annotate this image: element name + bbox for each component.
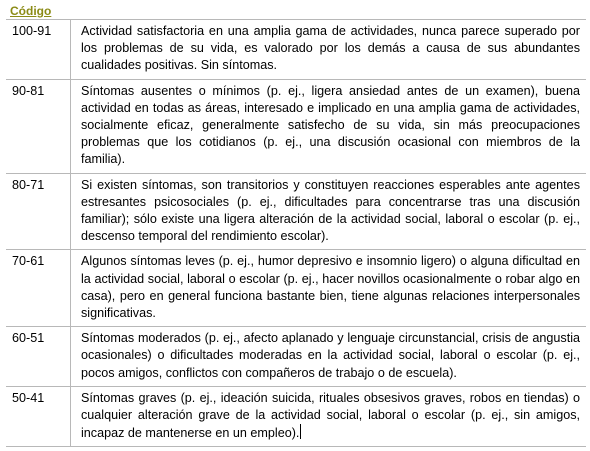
score-range: 100-91 xyxy=(6,20,71,80)
table-row xyxy=(6,327,586,387)
table-row xyxy=(6,386,586,447)
score-description: Algunos síntomas leves (p. ej., humor depresivo e insomnio ligero) o alguna dificultad en la actividad social, laboral o escolar (p. ej., hacer novillos ocasionalmente o robar algo en casa), pero en general funciona bastante bien, tiene algunas relaciones interpersonales significativas. xyxy=(71,250,587,327)
score-range: 50-41 xyxy=(6,386,71,447)
score-description: Síntomas moderados (p. ej., afecto aplanado y lenguaje circunstancial, crisis de angustia ocasionales) o dificultades moderadas en la actividad social, laboral o escolar (p. ej., pocos amigos, conflictos con compañeros de trabajo o de escuela). xyxy=(71,327,587,387)
table-row xyxy=(6,79,586,173)
text-cursor xyxy=(300,424,301,439)
score-description: Actividad satisfactoria en una amplia gama de actividades, nunca parece superado por los problemas de su vida, es valorado por los demás a causa de sus abundantes cualidades positivas. Sin síntomas. xyxy=(71,20,587,80)
score-range: 80-71 xyxy=(6,173,71,250)
table-row xyxy=(6,173,586,250)
score-range: 90-81 xyxy=(6,79,71,173)
score-range: 60-51 xyxy=(6,327,71,387)
score-description: Síntomas graves (p. ej., ideación suicida, rituales obsesivos graves, robos en tiendas) o cualquier alteración grave de la actividad social, laboral o escolar (p. ej., sin amigos, incapaz de mantenerse en un empleo). xyxy=(81,390,580,441)
column-header-code: Código xyxy=(10,4,52,18)
table-row xyxy=(6,20,586,80)
score-description: Si existen síntomas, son transitorios y constituyen reacciones esperables ante agentes estresantes psicosociales (p. ej., dificultades para concentrarse tras una discusión familiar); sólo existe una ligera alteración de la actividad social, laboral o escolar (p. ej., descenso temporal del rendimiento escolar). xyxy=(71,173,587,250)
table-row xyxy=(6,250,586,327)
score-range: 70-61 xyxy=(6,250,71,327)
gaf-scale-table xyxy=(6,19,586,447)
score-description: Síntomas ausentes o mínimos (p. ej., ligera ansiedad antes de un examen), buena actividad en todas as áreas, interesado e implicado en una amplia gama de actividades, socialmente eficaz, generalmente satisfecho de su vida, sin más preocupaciones problemas que los cotidianos (p. ej., una discusión ocasional con miembros de la familia). xyxy=(71,79,587,173)
score-description-editable[interactable] xyxy=(71,386,587,447)
